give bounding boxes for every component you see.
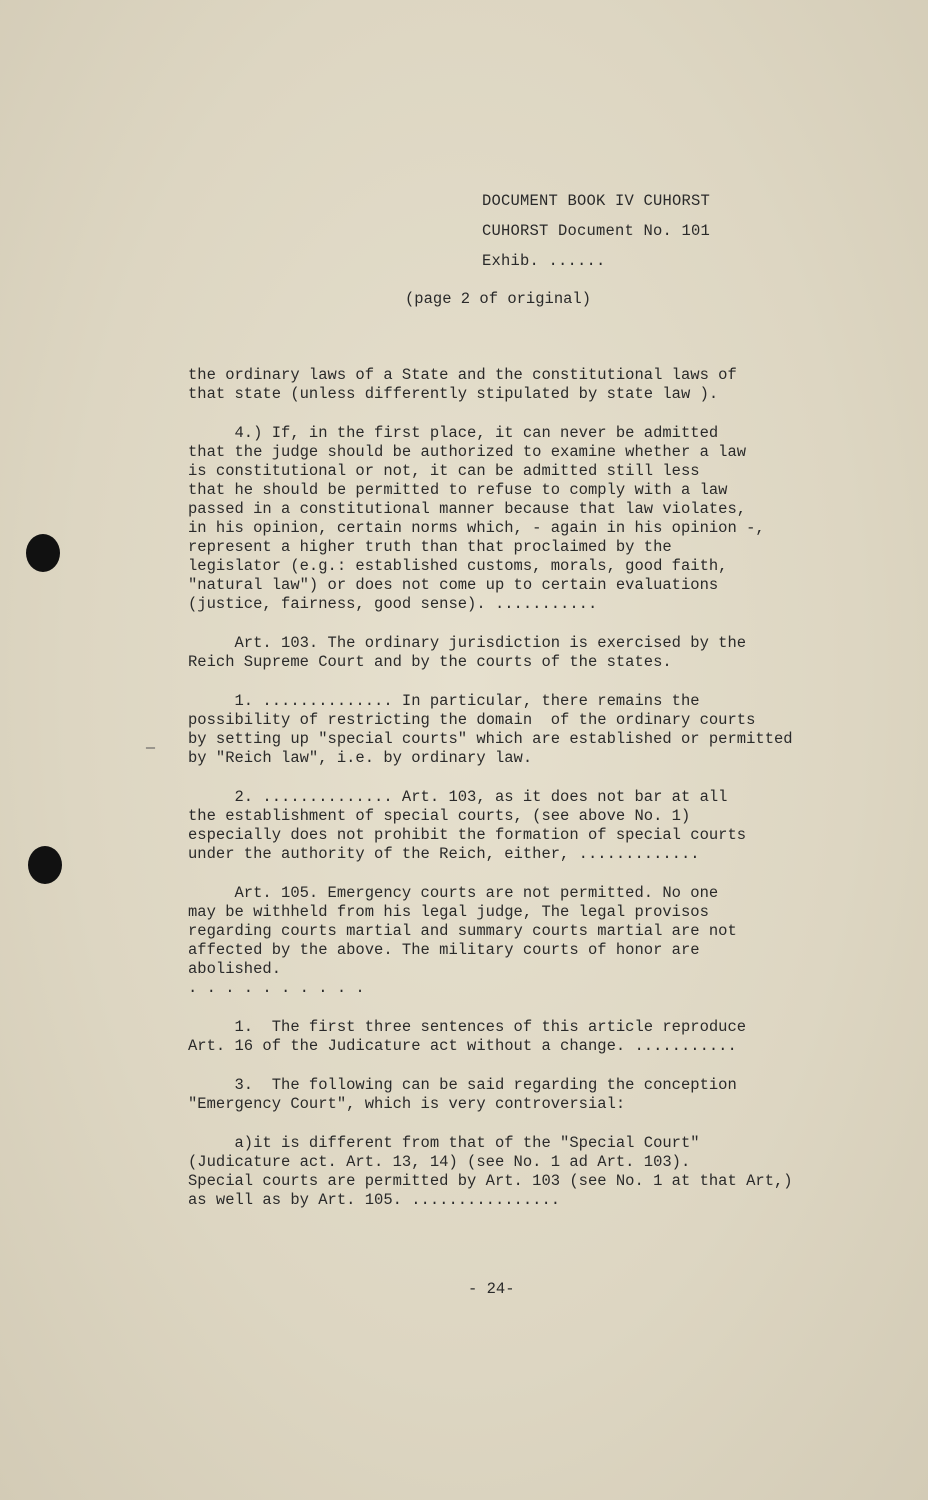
paragraph-art-103-note-1: 1. .............. In particular, there remains the possibility of restricting the domain of the ordinary courts by setting up "special courts" which are established or permitted by "Reich law", i.e. by ordinary law.: [188, 692, 793, 767]
paragraph-art-103: Art. 103. The ordinary jurisdiction is exercised by the Reich Supreme Court and by the courts of the states.: [188, 634, 747, 671]
punch-hole-top: [26, 534, 60, 572]
paragraph-art-105-note-3: 3. The following can be said regarding the conception "Emergency Court", which is very controversial:: [188, 1076, 737, 1113]
page-number: - 24-: [468, 1280, 515, 1298]
margin-mark: —: [146, 740, 156, 757]
paragraph-art-105: Art. 105. Emergency courts are not permitted. No one may be withheld from his legal judge, The legal provisos regarding courts martial and summary courts martial are not affected by the above. The military courts of honor are abolished. . . . . . . . . . .: [188, 884, 737, 997]
paragraph-continuation: the ordinary laws of a State and the constitutional laws of that state (unless differently stipulated by state law ).: [188, 366, 737, 403]
paragraph-point-4: 4.) If, in the first place, it can never be admitted that the judge should be authorized to examine whether a law is constitutional or not, it can be admitted still less that he should be permitted to refuse to comply with a law passed in a constitutional manner because that law violates, in his opinion, certain norms which, - again in his opinion -, represent a higher truth than that proclaimed by the legislator (e.g.: established customs, morals, good faith, "natural law") or does not come up to certain evaluations (justice, fairness, good sense). ...........: [188, 424, 765, 613]
punch-hole-bottom: [28, 846, 62, 884]
paragraph-art-105-note-1: 1. The first three sentences of this article reproduce Art. 16 of the Judicature act without a change. ...........: [188, 1018, 747, 1055]
header-document-line: CUHORST Document No. 101: [482, 222, 711, 240]
paragraph-art-105-note-3a: a)it is different from that of the "Special Court" (Judicature act. Art. 13, 14) (see No. 1 ad Art. 103). Special courts are permitted by Art. 103 (see No. 1 at that Art,) as well as by Art. 105. ................: [188, 1134, 793, 1209]
document-header: [482, 186, 710, 276]
paragraph-art-103-note-2: 2. .............. Art. 103, as it does not bar at all the establishment of special courts, (see above No. 1) especially does not prohibit the formation of special courts under the authority of the Reich, either, .............: [188, 788, 747, 863]
header-exhibit-line: Exhib. ......: [482, 252, 606, 270]
original-page-reference: (page 2 of original): [405, 290, 592, 308]
header-book-line: DOCUMENT BOOK IV CUHORST: [482, 192, 711, 210]
document-body: [188, 366, 828, 1230]
